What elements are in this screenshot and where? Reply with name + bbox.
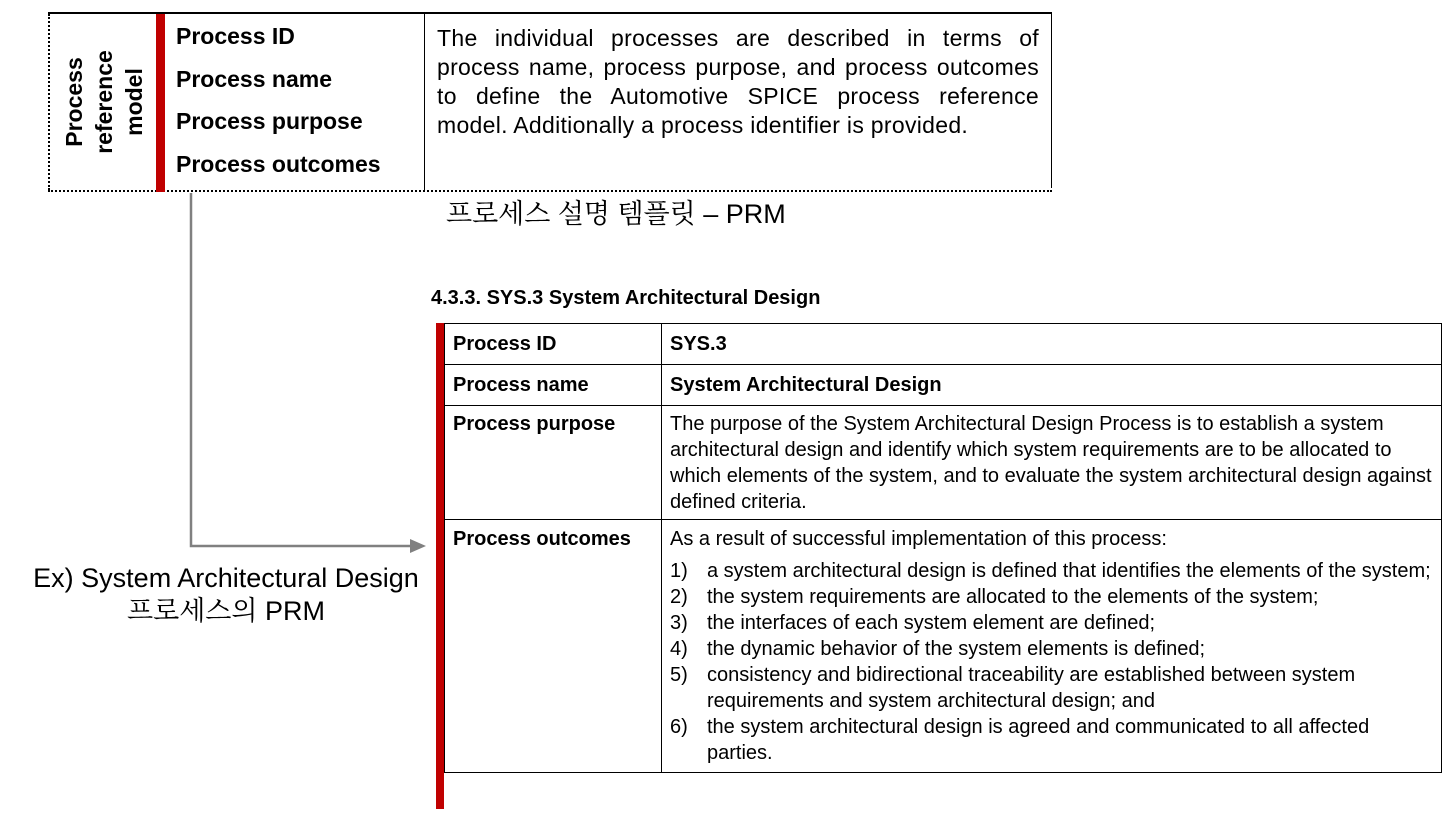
process-id-value: SYS.3 bbox=[662, 324, 1442, 365]
list-item bbox=[670, 610, 1433, 636]
example-caption-line1: Ex) System Architectural Design bbox=[33, 563, 419, 593]
list-item bbox=[670, 714, 1433, 766]
outcome-number: 1) bbox=[670, 560, 688, 582]
process-name-value: System Architectural Design bbox=[662, 365, 1442, 406]
outcome-text: the dynamic behavior of the system elements is defined; bbox=[707, 638, 1206, 660]
prm-table bbox=[444, 323, 1442, 773]
connector-line bbox=[191, 193, 412, 546]
outcome-text: a system architectural design is defined that identifies the elements of the system; bbox=[707, 560, 1431, 582]
field-process-id: Process ID bbox=[176, 23, 295, 49]
process-name-label: Process name bbox=[445, 365, 662, 406]
outcomes-list bbox=[670, 558, 1433, 766]
outcome-text: the system architectural design is agreed and communicated to all affected parties. bbox=[707, 716, 1370, 764]
field-process-purpose: Process purpose bbox=[176, 108, 363, 135]
process-outcomes-label: Process outcomes bbox=[445, 520, 662, 773]
outcome-text: the system requirements are allocated to the elements of the system; bbox=[707, 586, 1319, 608]
example-caption bbox=[18, 562, 434, 628]
list-item bbox=[670, 584, 1433, 610]
list-item bbox=[670, 558, 1433, 584]
field-process-outcomes: Process outcomes bbox=[176, 151, 381, 178]
table-row bbox=[445, 406, 1442, 520]
outcome-number: 6) bbox=[670, 716, 688, 738]
process-purpose-value: The purpose of the System Architectural Design Process is to establish a system architectural design and identify which system requirements are to be allocated to which elements of the system, and to evaluate the system architectural design against defined criteria. bbox=[662, 406, 1442, 520]
table-row bbox=[445, 324, 1442, 365]
template-description: The individual processes are described in terms of process name, process purpose, and process outcomes to define the Automotive SPICE process reference model. Additionally a process identifier is provided. bbox=[437, 25, 1039, 138]
list-item bbox=[670, 662, 1433, 714]
process-outcomes-value bbox=[662, 520, 1442, 773]
outcome-number: 3) bbox=[670, 612, 688, 634]
list-item bbox=[670, 636, 1433, 662]
arrow-head-icon bbox=[410, 539, 426, 553]
side-label-text: Process reference model bbox=[61, 50, 147, 154]
process-id-label: Process ID bbox=[445, 324, 662, 365]
prm-accent-bar bbox=[436, 323, 444, 809]
field-process-name: Process name bbox=[176, 65, 332, 92]
outcome-text: consistency and bidirectional traceability are established between system requirements and system architectural design; and bbox=[707, 664, 1356, 712]
table-row bbox=[445, 365, 1442, 406]
outcomes-intro: As a result of successful implementation of this process: bbox=[670, 528, 1167, 550]
template-caption: 프로세스 설명 템플릿 – PRM bbox=[446, 199, 786, 229]
section-heading: 4.3.3. SYS.3 System Architectural Design bbox=[431, 287, 821, 309]
process-purpose-label: Process purpose bbox=[445, 406, 662, 520]
outcome-number: 2) bbox=[670, 586, 688, 608]
outcome-text: the interfaces of each system element are defined; bbox=[707, 612, 1156, 634]
outcome-number: 4) bbox=[670, 638, 688, 660]
outcome-number: 5) bbox=[670, 664, 688, 686]
example-caption-line2: 프로세스의 PRM bbox=[127, 596, 325, 626]
table-row bbox=[445, 520, 1442, 773]
